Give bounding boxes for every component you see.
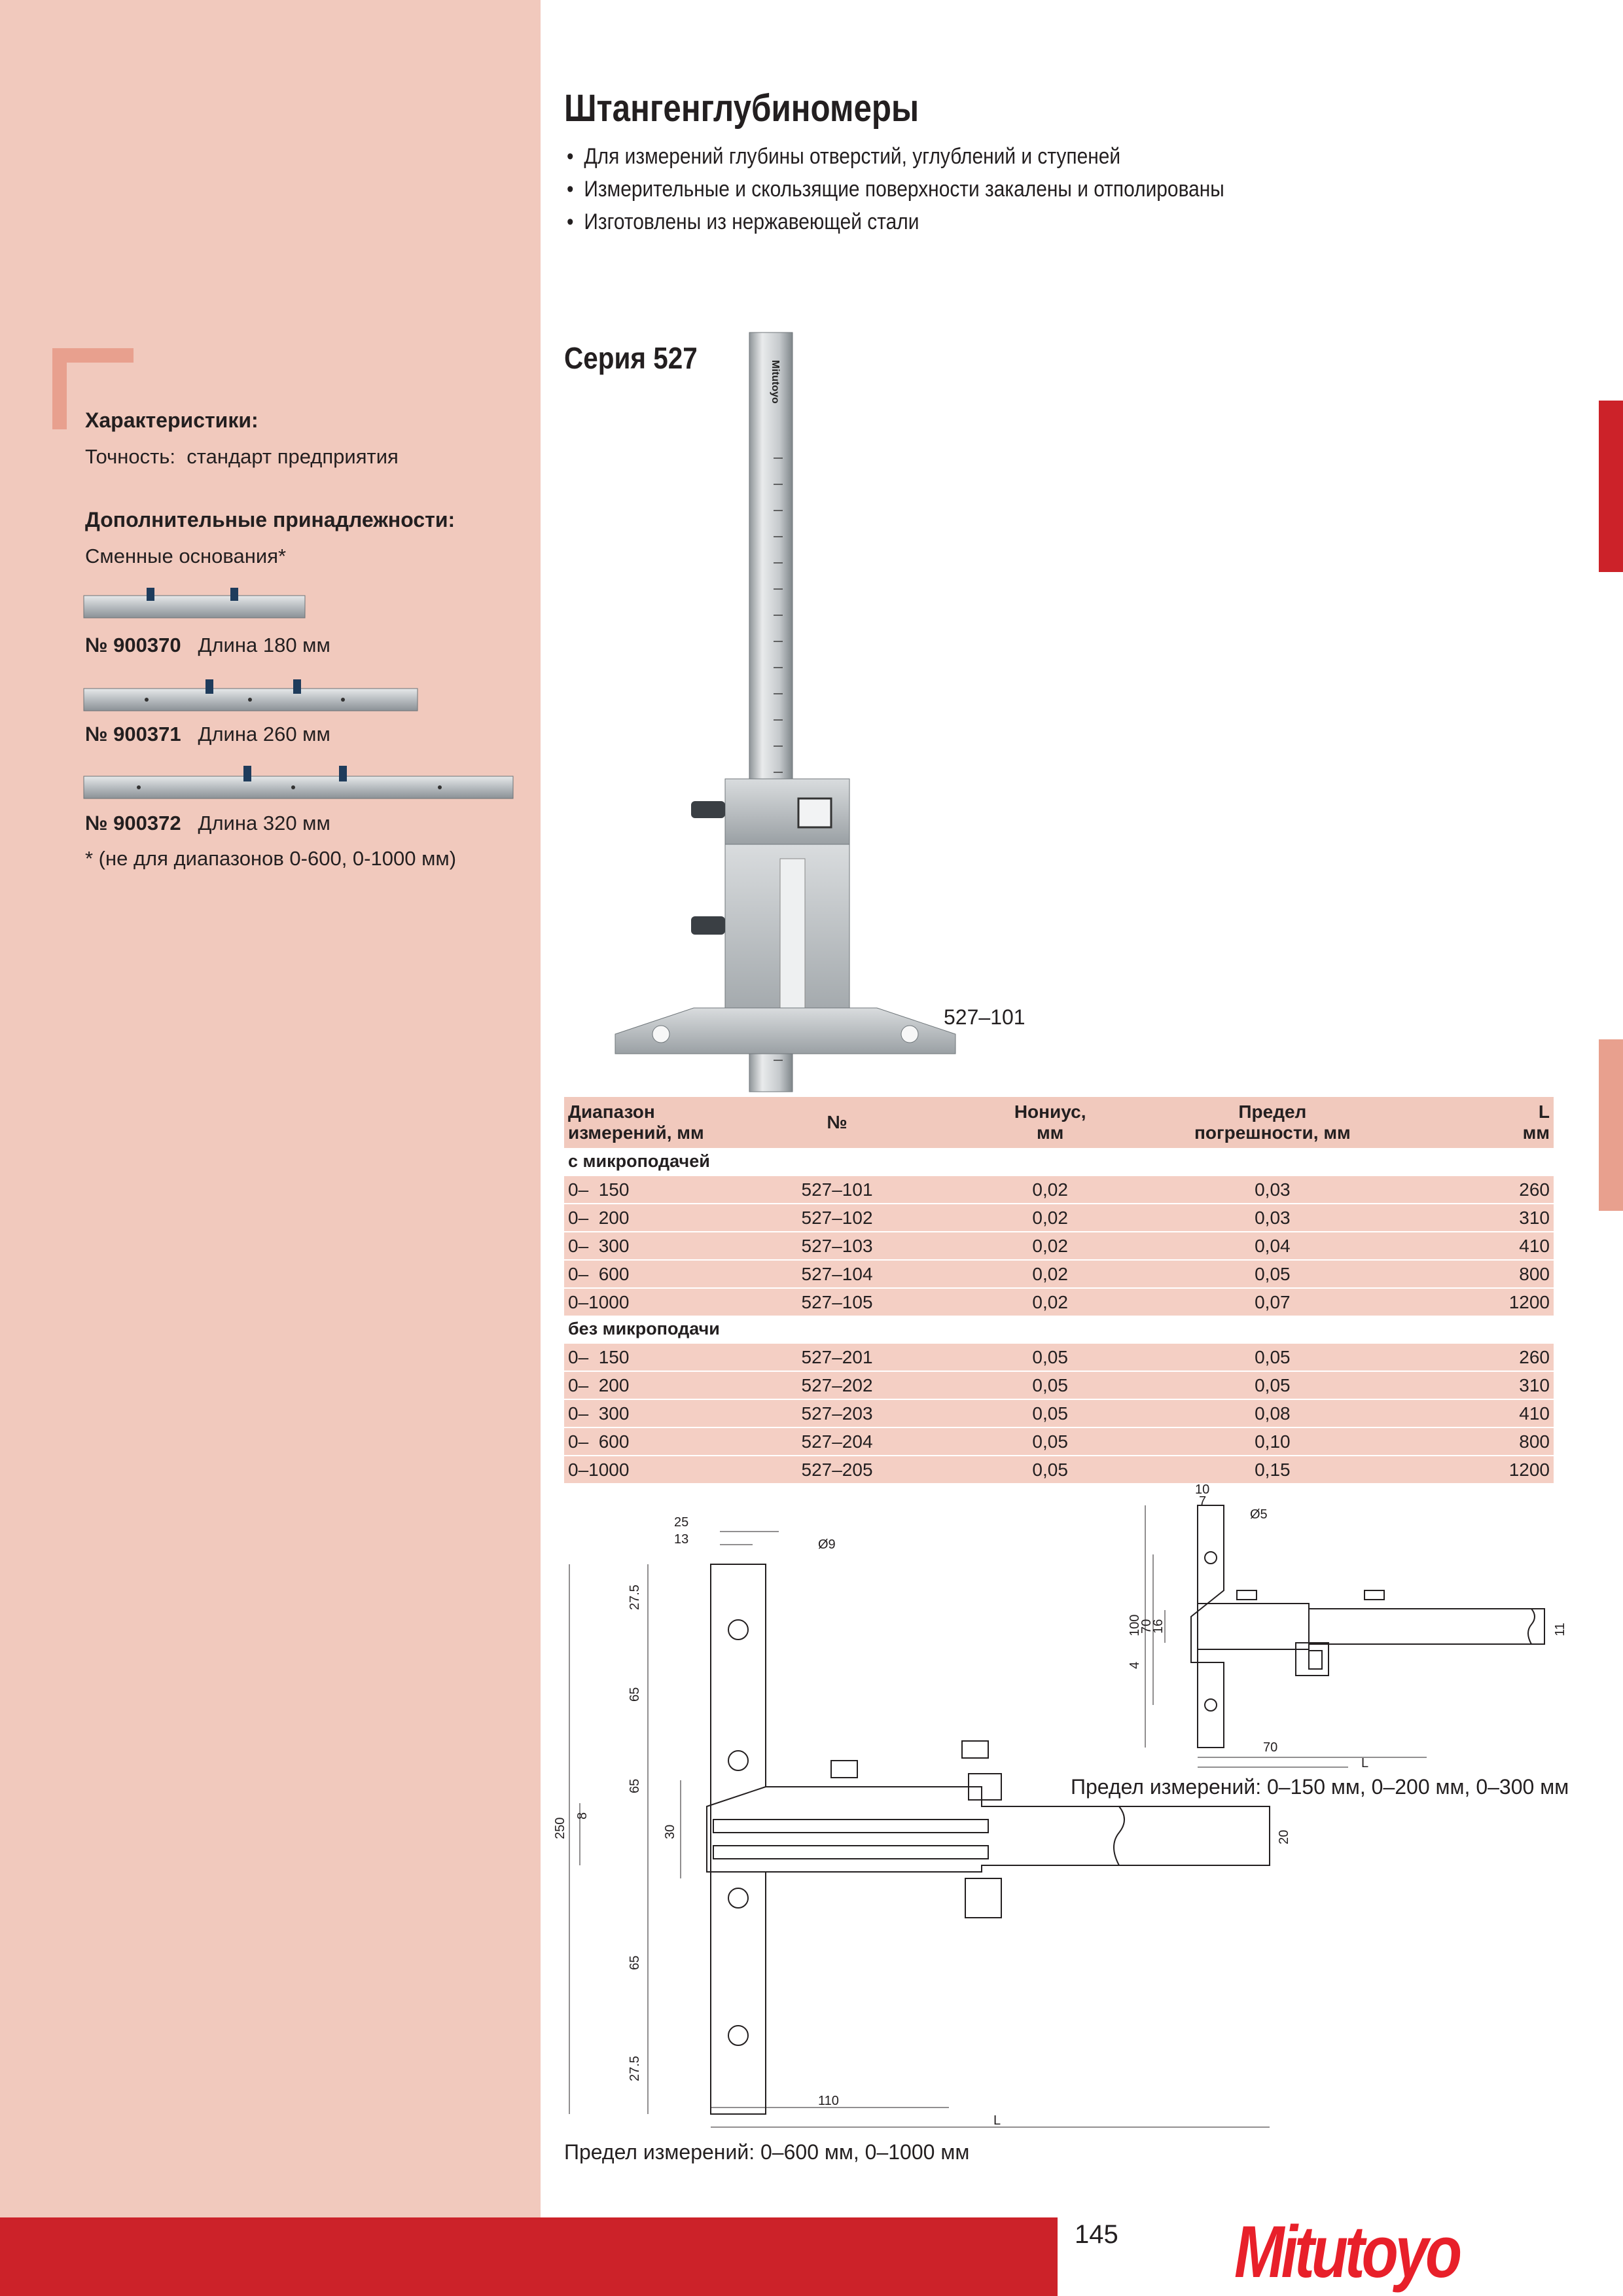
svg-text:70: 70 xyxy=(1139,1619,1154,1634)
feature-item: • Для измерений глубины отверстий, углублений и ступеней xyxy=(567,144,1121,169)
table-row xyxy=(564,1232,1554,1260)
svg-text:65: 65 xyxy=(628,1778,642,1793)
svg-text:27.5: 27.5 xyxy=(628,2056,642,2081)
base-bar-900371-image xyxy=(84,678,420,713)
cell-accuracy: 0,04 xyxy=(1166,1232,1379,1260)
cell-length: 260 xyxy=(1379,1343,1554,1371)
svg-text:7: 7 xyxy=(1199,1494,1207,1509)
page-title: Штангенглубиномеры xyxy=(564,87,919,130)
cell-accuracy: 0,15 xyxy=(1166,1456,1379,1483)
accessories-heading: Дополнительные принадлежности: xyxy=(85,508,455,531)
cell-number: 527–203 xyxy=(740,1399,935,1427)
table-group-row xyxy=(564,1316,1554,1343)
table-row xyxy=(564,1343,1554,1371)
accessory-number: № 900370 xyxy=(85,634,181,656)
accessory-900372 xyxy=(85,812,330,835)
col-accuracy: Предел погрешности, мм xyxy=(1166,1097,1379,1148)
svg-text:25: 25 xyxy=(674,1515,689,1530)
cell-range: 0– 300 xyxy=(564,1232,740,1260)
svg-text:110: 110 xyxy=(818,2094,839,2108)
cell-range: 0– 300 xyxy=(564,1399,740,1427)
cell-accuracy: 0,05 xyxy=(1166,1343,1379,1371)
svg-text:10: 10 xyxy=(1195,1482,1210,1497)
cell-number: 527–105 xyxy=(740,1288,935,1316)
cell-number: 527–101 xyxy=(740,1175,935,1204)
table-row xyxy=(564,1399,1554,1427)
feature-item: • Изготовлены из нержавеющей стали xyxy=(567,209,919,234)
photo-caption: 527–101 xyxy=(944,1005,1026,1029)
spec-table xyxy=(564,1097,1554,1483)
svg-text:Ø9: Ø9 xyxy=(818,1537,836,1552)
accessory-number: № 900371 xyxy=(85,723,181,745)
section-tab-pink xyxy=(1599,1039,1623,1211)
cell-range: 0– 600 xyxy=(564,1260,740,1288)
section-tab-red xyxy=(1599,401,1623,572)
cell-range: 0–1000 xyxy=(564,1288,740,1316)
accuracy-label: Точность: xyxy=(85,445,176,468)
cell-vernier: 0,05 xyxy=(935,1343,1166,1371)
cell-vernier: 0,02 xyxy=(935,1288,1166,1316)
base-bar-900372-image xyxy=(84,764,516,801)
cell-range: 0– 600 xyxy=(564,1427,740,1456)
cell-vernier: 0,05 xyxy=(935,1427,1166,1456)
series-title: Серия 527 xyxy=(564,341,698,375)
accuracy-line xyxy=(85,445,399,469)
cell-number: 527–202 xyxy=(740,1371,935,1399)
cell-range: 0–1000 xyxy=(564,1456,740,1483)
accessories-footnote: * (не для диапазонов 0-600, 0-1000 мм) xyxy=(85,847,457,870)
accessory-900370 xyxy=(85,634,330,657)
svg-text:Ø5: Ø5 xyxy=(1250,1507,1268,1522)
characteristics-heading: Характеристики: xyxy=(85,408,259,432)
svg-text:8: 8 xyxy=(575,1812,590,1820)
cell-accuracy: 0,03 xyxy=(1166,1175,1379,1204)
table-row xyxy=(564,1260,1554,1288)
group-label: с микроподачей xyxy=(564,1148,1554,1175)
svg-text:16: 16 xyxy=(1151,1619,1166,1634)
cell-range: 0– 150 xyxy=(564,1175,740,1204)
accessory-number: № 900372 xyxy=(85,812,181,834)
accessories-intro: Сменные основания* xyxy=(85,545,287,567)
cell-vernier: 0,02 xyxy=(935,1175,1166,1204)
cell-length: 1200 xyxy=(1379,1288,1554,1316)
svg-text:250: 250 xyxy=(553,1817,567,1839)
cell-number: 527–205 xyxy=(740,1456,935,1483)
table-group-row xyxy=(564,1148,1554,1175)
svg-text:13: 13 xyxy=(674,1532,689,1547)
gauge-brand-engraving: Mitutoyo xyxy=(770,360,781,404)
cell-length: 1200 xyxy=(1379,1456,1554,1483)
footer-band xyxy=(0,2217,1058,2296)
cell-length: 310 xyxy=(1379,1371,1554,1399)
table-row xyxy=(564,1371,1554,1399)
svg-text:30: 30 xyxy=(663,1824,677,1839)
cell-accuracy: 0,07 xyxy=(1166,1288,1379,1316)
accessory-desc: Длина 320 мм xyxy=(198,812,330,834)
cell-range: 0– 200 xyxy=(564,1371,740,1399)
svg-text:65: 65 xyxy=(628,1955,642,1970)
col-range: Диапазон измерений, мм xyxy=(564,1097,740,1148)
bullet-icon: • xyxy=(567,144,574,169)
cell-vernier: 0,02 xyxy=(935,1260,1166,1288)
group-label: без микроподачи xyxy=(564,1316,1554,1343)
cell-number: 527–102 xyxy=(740,1204,935,1232)
drawing-large-range xyxy=(553,1499,1309,2140)
base-bar-900370-image xyxy=(84,586,306,619)
cell-number: 527–201 xyxy=(740,1343,935,1371)
cell-length: 410 xyxy=(1379,1399,1554,1427)
svg-text:27.5: 27.5 xyxy=(628,1585,642,1610)
cell-number: 527–104 xyxy=(740,1260,935,1288)
svg-text:65: 65 xyxy=(628,1687,642,1702)
accessory-desc: Длина 260 мм xyxy=(198,723,330,745)
cell-vernier: 0,02 xyxy=(935,1204,1166,1232)
page-number: 145 xyxy=(1075,2220,1118,2249)
table-header-row xyxy=(564,1097,1554,1148)
feature-item: • Измерительные и скользящие поверхности закалены и отполированы xyxy=(567,177,1224,202)
cell-accuracy: 0,10 xyxy=(1166,1427,1379,1456)
accuracy-value: стандарт предприятия xyxy=(187,445,399,468)
table-row xyxy=(564,1204,1554,1232)
cell-length: 800 xyxy=(1379,1427,1554,1456)
table-row xyxy=(564,1427,1554,1456)
cell-length: 800 xyxy=(1379,1260,1554,1288)
cell-vernier: 0,05 xyxy=(935,1456,1166,1483)
cell-vernier: 0,05 xyxy=(935,1371,1166,1399)
svg-text:70: 70 xyxy=(1263,1740,1278,1755)
cell-length: 310 xyxy=(1379,1204,1554,1232)
cell-accuracy: 0,05 xyxy=(1166,1371,1379,1399)
table-row xyxy=(564,1288,1554,1316)
cell-range: 0– 200 xyxy=(564,1204,740,1232)
col-vernier: Нониус, мм xyxy=(935,1097,1166,1148)
bullet-icon: • xyxy=(567,209,574,234)
cell-accuracy: 0,03 xyxy=(1166,1204,1379,1232)
table-row xyxy=(564,1175,1554,1204)
bullet-icon: • xyxy=(567,177,574,202)
depth-gauge-photo xyxy=(609,327,962,1100)
svg-text:20: 20 xyxy=(1277,1829,1291,1844)
cell-vernier: 0,05 xyxy=(935,1399,1166,1427)
accessory-900371 xyxy=(85,723,330,746)
cell-accuracy: 0,08 xyxy=(1166,1399,1379,1427)
cell-length: 410 xyxy=(1379,1232,1554,1260)
mitutoyo-logo: Mitutoyo xyxy=(1234,2211,1459,2293)
svg-text:L: L xyxy=(1361,1756,1369,1770)
col-number: № xyxy=(740,1097,935,1148)
drawing-small-caption: Предел измерений: 0–150 мм, 0–200 мм, 0–300 мм xyxy=(1071,1775,1569,1799)
cell-range: 0– 150 xyxy=(564,1343,740,1371)
accessory-desc: Длина 180 мм xyxy=(198,634,330,656)
svg-text:11: 11 xyxy=(1553,1623,1567,1636)
svg-text:4: 4 xyxy=(1128,1661,1142,1669)
cell-number: 527–204 xyxy=(740,1427,935,1456)
cell-number: 527–103 xyxy=(740,1232,935,1260)
cell-accuracy: 0,05 xyxy=(1166,1260,1379,1288)
cell-vernier: 0,02 xyxy=(935,1232,1166,1260)
left-sidebar-panel xyxy=(0,0,541,2296)
col-length: L мм xyxy=(1379,1097,1554,1148)
drawing-large-caption: Предел измерений: 0–600 мм, 0–1000 мм xyxy=(564,2140,970,2164)
svg-text:L: L xyxy=(993,2113,1001,2128)
svg-text:100: 100 xyxy=(1128,1614,1142,1636)
cell-length: 260 xyxy=(1379,1175,1554,1204)
